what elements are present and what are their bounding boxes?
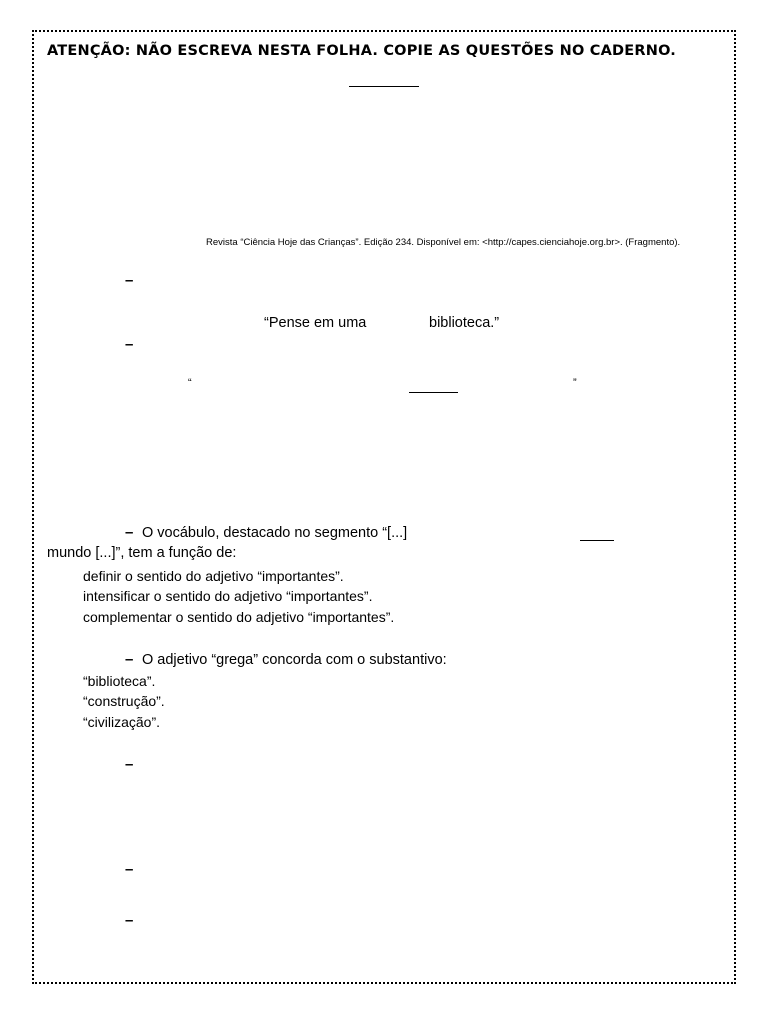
title-underline	[349, 86, 419, 87]
quote-end: biblioteca.”	[429, 315, 500, 331]
warning-heading: ATENÇÃO: NÃO ESCREVA NESTA FOLHA. COPIE AS QUESTÕES NO CADERNO.	[47, 43, 676, 59]
quote-start: “Pense em uma	[264, 315, 367, 331]
question-dash: –	[125, 336, 134, 353]
question-dash: –	[125, 861, 134, 878]
close-quote: ”	[573, 377, 577, 389]
answer-option: “civilização”.	[83, 714, 161, 730]
blank-underline	[580, 540, 614, 541]
source-citation: Revista “Ciência Hoje das Crianças”. Edição 234. Disponível em: <http://capes.cienciahoje.org.br>. (Fragmento).	[206, 237, 681, 248]
question-dash: –	[125, 912, 134, 929]
question-prompt-cont: mundo [...]”, tem a função de:	[47, 545, 237, 561]
question-prompt: O vocábulo, destacado no segmento “[...]	[142, 525, 408, 541]
answer-option: complementar o sentido do adjetivo “importantes”.	[83, 609, 395, 625]
answer-option: intensificar o sentido do adjetivo “importantes”.	[83, 588, 373, 604]
answer-option: definir o sentido do adjetivo “importantes”.	[83, 568, 344, 584]
page-border	[32, 30, 736, 984]
question-dash: –	[125, 524, 134, 541]
open-quote: “	[188, 377, 192, 389]
question-prompt: O adjetivo “grega” concorda com o substantivo:	[142, 652, 447, 668]
question-dash: –	[125, 272, 134, 289]
blank-underline	[409, 392, 458, 393]
answer-option: “biblioteca”.	[83, 673, 156, 689]
question-dash: –	[125, 651, 134, 668]
question-dash: –	[125, 756, 134, 773]
answer-option: “construção”.	[83, 693, 165, 709]
